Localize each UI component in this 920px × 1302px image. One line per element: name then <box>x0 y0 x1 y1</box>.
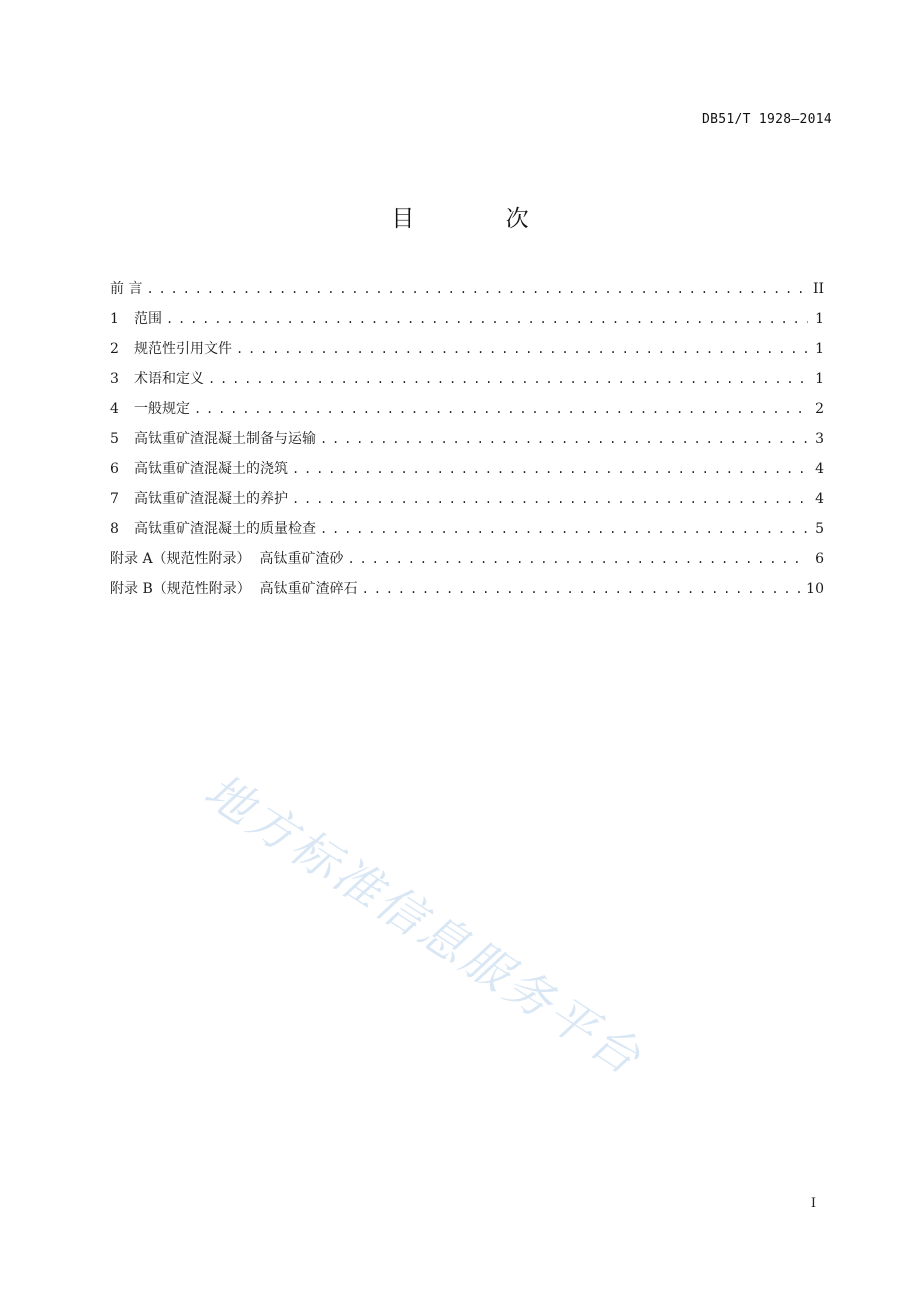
toc-entry-text: 高钛重矿渣混凝土的质量检查 <box>134 521 316 537</box>
toc-entry-page: 10 <box>806 581 824 597</box>
toc-entry-number: 7 <box>110 491 119 507</box>
toc-entry-page: 2 <box>815 401 824 417</box>
toc-entry-appendix-a[interactable] <box>110 547 824 577</box>
toc-entry-page: 4 <box>815 461 824 477</box>
toc-entry-page: 1 <box>815 371 824 387</box>
toc-entry-label <box>110 307 166 331</box>
dot-leader <box>320 517 808 541</box>
toc-entry-number: 8 <box>110 521 119 537</box>
dot-leader <box>362 577 801 601</box>
toc-entry-text: 术语和定义 <box>134 371 204 387</box>
toc-entry-text: 范围 <box>134 311 162 327</box>
toc-entry-label <box>110 487 292 511</box>
toc-entry-text: 高钛重矿渣混凝土的养护 <box>134 491 288 507</box>
dot-leader <box>166 307 808 331</box>
toc-entry-label <box>110 577 362 601</box>
page-number: I <box>810 1196 816 1211</box>
toc-entry-text: 一般规定 <box>134 401 190 417</box>
toc-entry-number: 2 <box>110 341 119 357</box>
toc-entry-number: 1 <box>110 311 119 327</box>
toc-entry-number: 5 <box>110 431 119 447</box>
toc-entry-label <box>110 457 292 481</box>
toc-entry-text: 规范性引用文件 <box>134 341 232 357</box>
toc-entry-page: II <box>812 281 824 297</box>
toc-entry-terms-definitions[interactable] <box>110 367 824 397</box>
toc-entry-page: 3 <box>815 431 824 447</box>
toc-entry-text: 附录 B（规范性附录） 高钛重矿渣碎石 <box>110 581 358 597</box>
dot-leader <box>347 547 808 571</box>
toc-entry-preface[interactable] <box>110 277 824 307</box>
toc-entry-pouring[interactable] <box>110 457 824 487</box>
toc-entry-quality-inspection[interactable] <box>110 517 824 547</box>
toc-entry-page: 6 <box>815 551 824 567</box>
toc-entry-general-provisions[interactable] <box>110 397 824 427</box>
toc-entry-normative-references[interactable] <box>110 337 824 367</box>
toc-entry-label <box>110 277 146 301</box>
dot-leader <box>292 487 808 511</box>
toc-entry-text: 前 言 <box>110 281 143 297</box>
toc-entry-page: 1 <box>815 311 824 327</box>
toc-entry-label <box>110 547 347 571</box>
toc-entry-curing[interactable] <box>110 487 824 517</box>
toc-entry-page: 5 <box>815 521 824 537</box>
toc-entry-page: 4 <box>815 491 824 507</box>
toc-entry-preparation-transport[interactable] <box>110 427 824 457</box>
toc-entry-text: 高钛重矿渣混凝土的浇筑 <box>134 461 288 477</box>
dot-leader <box>292 457 808 481</box>
toc-entry-label <box>110 427 320 451</box>
table-of-contents <box>110 277 824 607</box>
toc-entry-page: 1 <box>815 341 824 357</box>
toc-entry-label <box>110 337 236 361</box>
toc-entry-appendix-b[interactable] <box>110 577 824 607</box>
dot-leader <box>194 397 808 421</box>
dot-leader <box>146 277 806 301</box>
dot-leader <box>320 427 808 451</box>
toc-entry-scope[interactable] <box>110 307 824 337</box>
toc-entry-text: 高钛重矿渣混凝土制备与运输 <box>134 431 316 447</box>
toc-entry-label <box>110 517 320 541</box>
toc-entry-number: 6 <box>110 461 119 477</box>
watermark: 地方标准信息服务平台 <box>194 763 653 1088</box>
document-code: DB51/T 1928—2014 <box>701 112 832 127</box>
toc-entry-label <box>110 367 208 391</box>
dot-leader <box>208 367 808 391</box>
page-title: 目 次 <box>391 206 571 232</box>
toc-entry-label <box>110 397 194 421</box>
toc-entry-number: 3 <box>110 371 119 387</box>
toc-entry-number: 4 <box>110 401 119 417</box>
toc-entry-text: 附录 A（规范性附录） 高钛重矿渣砂 <box>110 551 344 567</box>
dot-leader <box>236 337 808 361</box>
